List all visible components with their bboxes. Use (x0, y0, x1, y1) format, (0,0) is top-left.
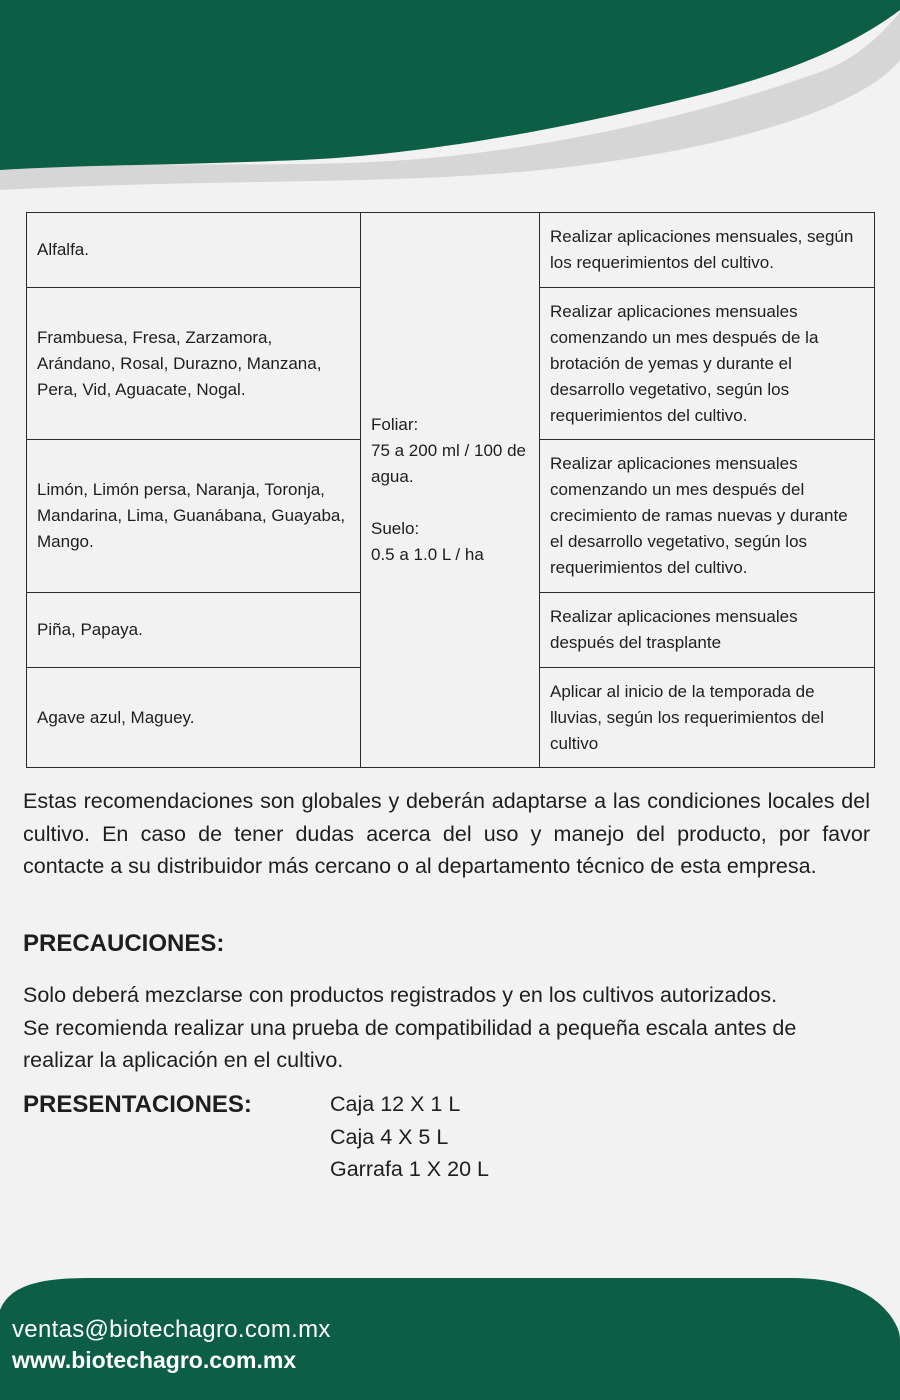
crop-cell: Piña, Papaya. (27, 593, 361, 668)
presentation-item: Caja 12 X 1 L (330, 1092, 461, 1116)
recommendation-cell: Realizar aplicaciones mensuales, según los requerimientos del cultivo. (540, 213, 875, 288)
recommendation-cell: Realizar aplicaciones mensuales comenzando un mes después de la brotación de yemas y durante el desarrollo vegetativo, según los requerimientos del cultivo. (540, 288, 875, 440)
presentation-item: Garrafa 1 X 20 L (330, 1157, 489, 1181)
dosage-table (26, 212, 875, 768)
precaution-line: Se recomienda realizar una prueba de compatibilidad a pequeña escala antes de realizar la aplicación en el cultivo. (23, 1015, 797, 1072)
recommendation-cell: Realizar aplicaciones mensuales después del trasplante (540, 593, 875, 668)
precautions-text (23, 979, 870, 1077)
presentations-title: PRESENTACIONES: (23, 1091, 252, 1118)
header-wave-banner (0, 0, 900, 200)
crop-cell: Alfalfa. (27, 213, 361, 288)
crop-cell: Agave azul, Maguey. (27, 668, 361, 768)
dose-cell: Foliar: 75 a 200 ml / 100 de agua. Suelo: 0.5 a 1.0 L / ha (361, 213, 540, 768)
website-link[interactable]: www.biotechagro.com.mx (12, 1347, 297, 1373)
recommendation-cell: Realizar aplicaciones mensuales comenzando un mes después del crecimiento de ramas nuevas y durante el desarrollo vegetativo, según los requerimientos del cultivo. (540, 440, 875, 593)
presentations-list (330, 1088, 489, 1186)
presentation-item: Caja 4 X 5 L (330, 1124, 449, 1149)
recommendations-notice: Estas recomendaciones son globales y deberán adaptarse a las condiciones locales del cultivo. En caso de tener dudas acerca del uso y manejo del producto, por favor contacte a su distribuidor más cercano o al departamento técnico de esta empresa. (23, 789, 870, 878)
precaution-line: Solo deberá mezclarse con productos registrados y en los cultivos autorizados. (23, 983, 778, 1007)
crop-cell: Limón, Limón persa, Naranja, Toronja, Mandarina, Lima, Guanábana, Guayaba, Mango. (27, 440, 361, 593)
recommendation-cell: Aplicar al inicio de la temporada de lluvias, según los requerimientos del cultivo (540, 668, 875, 768)
contact-email[interactable]: ventas@biotechagro.com.mx (12, 1316, 331, 1343)
precautions-title: PRECAUCIONES: (23, 930, 225, 957)
crop-cell: Frambuesa, Fresa, Zarzamora, Arándano, Rosal, Durazno, Manzana, Pera, Vid, Aguacate, Nogal. (27, 288, 361, 440)
